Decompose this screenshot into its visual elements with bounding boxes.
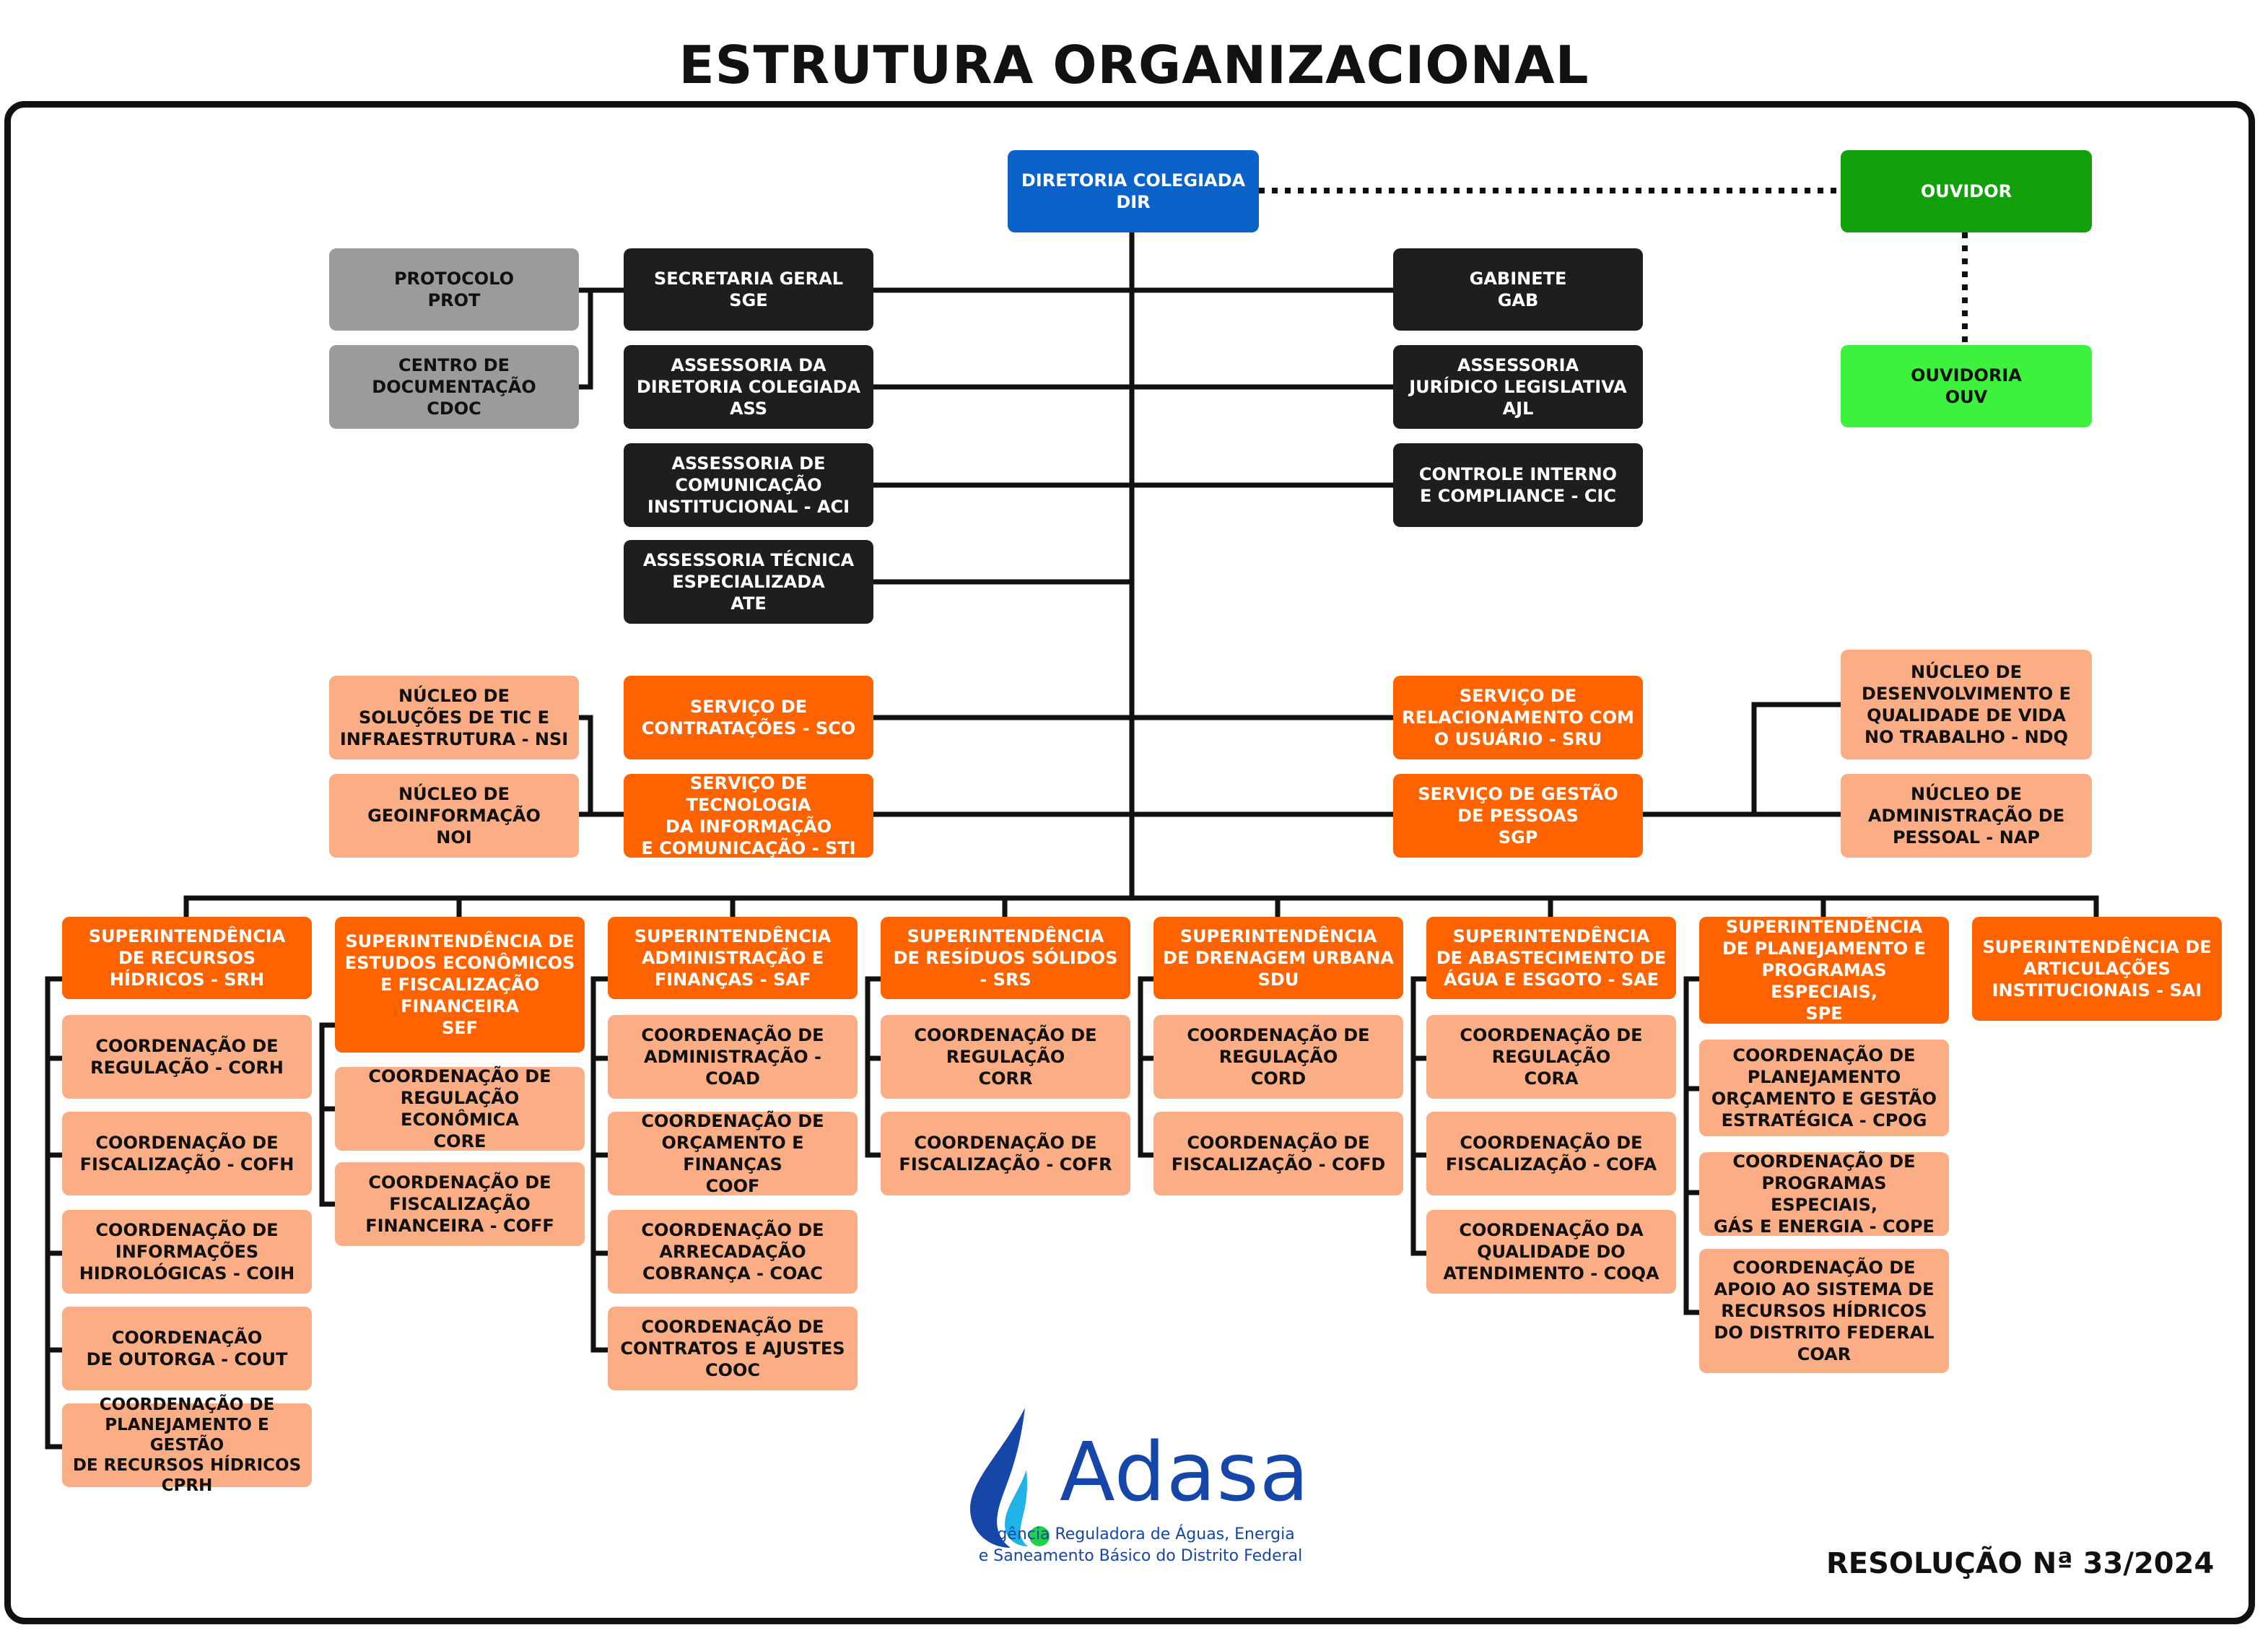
box-sdu[interactable]: SUPERINTENDÊNCIA DE DRENAGEM URBANA SDU bbox=[1153, 917, 1403, 999]
box-saf[interactable]: SUPERINTENDÊNCIA ADMINISTRAÇÃO E FINANÇAS - SAF bbox=[608, 917, 858, 999]
box-cord[interactable]: COORDENAÇÃO DE REGULAÇÃO CORD bbox=[1153, 1015, 1403, 1099]
box-cofd[interactable]: COORDENAÇÃO DE FISCALIZAÇÃO - COFD bbox=[1153, 1112, 1403, 1195]
box-cic[interactable]: CONTROLE INTERNO E COMPLIANCE - CIC bbox=[1393, 443, 1643, 527]
box-ate[interactable]: ASSESSORIA TÉCNICA ESPECIALIZADA ATE bbox=[624, 540, 873, 624]
box-corr[interactable]: COORDENAÇÃO DE REGULAÇÃO CORR bbox=[881, 1015, 1130, 1099]
box-cofa[interactable]: COORDENAÇÃO DE FISCALIZAÇÃO - COFA bbox=[1426, 1112, 1676, 1195]
box-nsi[interactable]: NÚCLEO DE SOLUÇÕES DE TIC E INFRAESTRUTURA - NSI bbox=[329, 676, 579, 759]
box-cofh[interactable]: COORDENAÇÃO DE FISCALIZAÇÃO - COFH bbox=[62, 1112, 312, 1195]
box-cora[interactable]: COORDENAÇÃO DE REGULAÇÃO CORA bbox=[1426, 1015, 1676, 1099]
box-dir[interactable]: DIRETORIA COLEGIADA DIR bbox=[1008, 150, 1259, 232]
box-srs[interactable]: SUPERINTENDÊNCIA DE RESÍDUOS SÓLIDOS - SRS bbox=[881, 917, 1130, 999]
box-coof[interactable]: COORDENAÇÃO DE ORÇAMENTO E FINANÇAS COOF bbox=[608, 1112, 858, 1195]
chart-title: ESTRUTURA ORGANIZACIONAL bbox=[679, 35, 1589, 95]
box-ouvidoria[interactable]: OUVIDORIA OUV bbox=[1841, 345, 2092, 427]
box-cpog[interactable]: COORDENAÇÃO DE PLANEJAMENTO ORÇAMENTO E GESTÃO ESTRATÉGICA - CPOG bbox=[1699, 1040, 1949, 1136]
box-sru[interactable]: SERVIÇO DE RELACIONAMENTO COM O USUÁRIO - SRU bbox=[1393, 676, 1643, 759]
box-prot[interactable]: PROTOCOLO PROT bbox=[329, 248, 579, 331]
box-sae[interactable]: SUPERINTENDÊNCIA DE ABASTECIMENTO DE ÁGUA E ESGOTO - SAE bbox=[1426, 917, 1676, 999]
box-core[interactable]: COORDENAÇÃO DE REGULAÇÃO ECONÔMICA CORE bbox=[335, 1067, 585, 1151]
box-sai[interactable]: SUPERINTENDÊNCIA DE ARTICULAÇÕES INSTITUCIONAIS - SAI bbox=[1972, 917, 2222, 1021]
box-sco[interactable]: SERVIÇO DE CONTRATAÇÕES - SCO bbox=[624, 676, 873, 759]
box-coqa[interactable]: COORDENAÇÃO DA QUALIDADE DO ATENDIMENTO - COQA bbox=[1426, 1210, 1676, 1294]
box-spe[interactable]: SUPERINTENDÊNCIA DE PLANEJAMENTO E PROGRAMAS ESPECIAIS, SPE bbox=[1699, 917, 1949, 1024]
box-cofr[interactable]: COORDENAÇÃO DE FISCALIZAÇÃO - COFR bbox=[881, 1112, 1130, 1195]
logo-tagline-2: e Saneamento Básico do Distrito Federal bbox=[978, 1547, 1303, 1565]
box-cprh[interactable]: COORDENAÇÃO DE PLANEJAMENTO E GESTÃO DE RECURSOS HÍDRICOS CPRH bbox=[62, 1403, 312, 1487]
logo-tagline-1: Agência Reguladora de Águas, Energia bbox=[986, 1525, 1295, 1543]
box-sge[interactable]: SECRETARIA GERAL SGE bbox=[624, 248, 873, 331]
box-ajl[interactable]: ASSESSORIA JURÍDICO LEGISLATIVA AJL bbox=[1393, 345, 1643, 429]
box-coar[interactable]: COORDENAÇÃO DE APOIO AO SISTEMA DE RECURSOS HÍDRICOS DO DISTRITO FEDERAL COAR bbox=[1699, 1249, 1949, 1373]
box-cout[interactable]: COORDENAÇÃO DE OUTORGA - COUT bbox=[62, 1307, 312, 1390]
box-sgp[interactable]: SERVIÇO DE GESTÃO DE PESSOAS SGP bbox=[1393, 774, 1643, 858]
box-noi[interactable]: NÚCLEO DE GEOINFORMAÇÃO NOI bbox=[329, 774, 579, 858]
box-ndq[interactable]: NÚCLEO DE DESENVOLVIMENTO E QUALIDADE DE VIDA NO TRABALHO - NDQ bbox=[1841, 650, 2092, 759]
box-nap[interactable]: NÚCLEO DE ADMINISTRAÇÃO DE PESSOAL - NAP bbox=[1841, 774, 2092, 858]
box-ass[interactable]: ASSESSORIA DA DIRETORIA COLEGIADA ASS bbox=[624, 345, 873, 429]
box-aci[interactable]: ASSESSORIA DE COMUNICAÇÃO INSTITUCIONAL - ACI bbox=[624, 443, 873, 527]
box-srh[interactable]: SUPERINTENDÊNCIA DE RECURSOS HÍDRICOS - SRH bbox=[62, 917, 312, 999]
box-ouvidor[interactable]: OUVIDOR bbox=[1841, 150, 2092, 232]
resolution-label: RESOLUÇÃO Nª 33/2024 bbox=[1826, 1547, 2215, 1580]
box-sef[interactable]: SUPERINTENDÊNCIA DE ESTUDOS ECONÔMICOS E FISCALIZAÇÃO FINANCEIRA SEF bbox=[335, 917, 585, 1053]
box-cooc[interactable]: COORDENAÇÃO DE CONTRATOS E AJUSTES COOC bbox=[608, 1307, 858, 1390]
box-gab[interactable]: GABINETE GAB bbox=[1393, 248, 1643, 331]
box-coac[interactable]: COORDENAÇÃO DE ARRECADAÇÃO COBRANÇA - COAC bbox=[608, 1210, 858, 1294]
box-cdoc[interactable]: CENTRO DE DOCUMENTAÇÃO CDOC bbox=[329, 345, 579, 429]
box-corh[interactable]: COORDENAÇÃO DE REGULAÇÃO - CORH bbox=[62, 1015, 312, 1099]
box-cope[interactable]: COORDENAÇÃO DE PROGRAMAS ESPECIAIS, GÁS E ENERGIA - COPE bbox=[1699, 1152, 1949, 1236]
logo-wordmark: Adasa bbox=[1060, 1426, 1310, 1520]
box-coih[interactable]: COORDENAÇÃO DE INFORMAÇÕES HIDROLÓGICAS - COIH bbox=[62, 1210, 312, 1294]
box-coff[interactable]: COORDENAÇÃO DE FISCALIZAÇÃO FINANCEIRA - COFF bbox=[335, 1162, 585, 1246]
box-sti[interactable]: SERVIÇO DE TECNOLOGIA DA INFORMAÇÃO E COMUNICAÇÃO - STI bbox=[624, 774, 873, 858]
box-coad[interactable]: COORDENAÇÃO DE ADMINISTRAÇÃO - COAD bbox=[608, 1015, 858, 1099]
